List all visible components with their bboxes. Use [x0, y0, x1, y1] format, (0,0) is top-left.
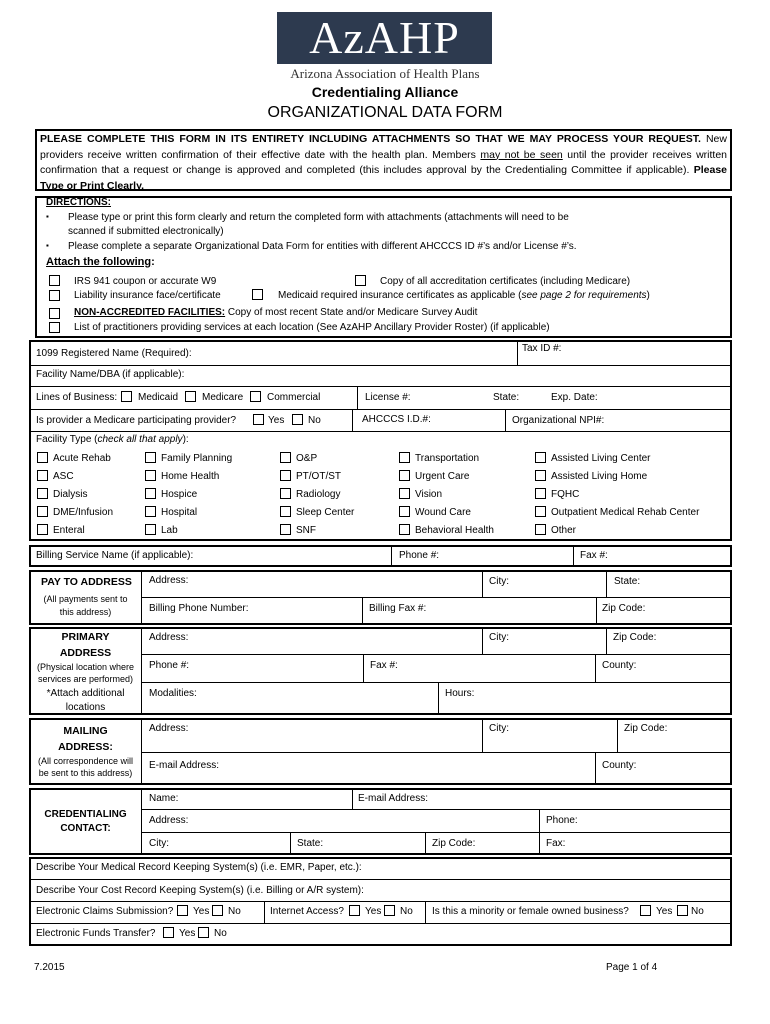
minority-no-checkbox[interactable] [677, 905, 688, 916]
mailing-title-2: ADDRESS: [58, 741, 113, 753]
cost-record-label: Describe Your Cost Record Keeping System(s) (i.e. Billing or A/R system): [36, 885, 364, 896]
facility-type-label: Acute Rehab [53, 453, 111, 464]
facility-type-label: FQHC [551, 489, 580, 500]
pay-to-note-2: this address) [59, 607, 112, 617]
facility-type-checkbox[interactable] [280, 506, 291, 517]
intro-paragraph: PLEASE COMPLETE THIS FORM IN ITS ENTIRETY INCLUDING ATTACHMENTS SO THAT WE MAY PROCESS YOUR REQUEST. New providers receive written confirmation of their effective date with the health plan. Members may not be seen until the provider receives written confirmation that a request or change is approved and completed (this includes approval by the Credentialing Committee if applicable). Please Type or Print Clearly. [35, 129, 732, 191]
medical-record-label: Describe Your Medical Record Keeping System(s) (i.e. EMR, Paper, etc.): [36, 862, 362, 873]
mailing-address-label: Address: [149, 723, 189, 734]
facility-type-label: Vision [415, 489, 443, 500]
facility-type-checkbox[interactable] [37, 506, 48, 517]
facility-type-checkbox[interactable] [145, 470, 156, 481]
logo-subtitle: Arizona Association of Health Plans [290, 66, 480, 81]
facility-type-checkbox[interactable] [145, 506, 156, 517]
facility-type-checkbox[interactable] [399, 470, 410, 481]
minority-no-label: No [691, 906, 704, 917]
facility-type-label: Family Planning [161, 453, 233, 464]
license-label: License #: [365, 392, 411, 403]
internet-no-checkbox[interactable] [384, 905, 395, 916]
cred-city-label: City: [149, 838, 169, 849]
facility-type-label: Home Health [161, 471, 220, 482]
primary-fax-label: Fax #: [370, 660, 398, 671]
primary-title-1: PRIMARY [61, 631, 110, 643]
facility-type-checkbox[interactable] [37, 470, 48, 481]
direction-1-cont: scanned if submitted electronically) [68, 226, 224, 237]
facility-type-checkbox[interactable] [145, 488, 156, 499]
primary-phone-label: Phone #: [149, 660, 190, 671]
facility-type-checkbox[interactable] [145, 524, 156, 535]
facility-type-label: Assisted Living Center [551, 453, 651, 464]
facility-type-label: Radiology [296, 489, 341, 500]
billing-service-label: Billing Service Name (if applicable): [36, 550, 194, 561]
medicare-checkbox[interactable] [185, 391, 196, 402]
primary-note-3: *Attach additional [46, 688, 125, 699]
minority-label: Is this a minority or female owned business? [432, 906, 629, 917]
facility-type-label: Wound Care [415, 507, 471, 518]
eclaims-yes-label: Yes [193, 906, 210, 917]
pay-address-label: Address: [149, 575, 189, 586]
hours-label: Hours: [445, 688, 475, 699]
nonacc-checkbox[interactable] [49, 308, 60, 319]
form-title-alliance: Credentialing Alliance [311, 84, 459, 100]
pay-fax-label: Billing Fax #: [369, 603, 427, 614]
irs-label: IRS 941 coupon or accurate W9 [74, 276, 217, 287]
medicare-label: Medicare [202, 392, 244, 403]
cred-address-label: Address: [149, 815, 189, 826]
footer-date: 7.2015 [34, 962, 65, 973]
medicare-participating-no-label: No [308, 415, 321, 426]
facility-name-label: Facility Name/DBA (if applicable): [36, 369, 185, 380]
eclaims-yes-checkbox[interactable] [177, 905, 188, 916]
medicare-participating-no-checkbox[interactable] [292, 414, 303, 425]
medicaid-ins-label: Medicaid required insurance certificates as applicable (see page 2 for requirements) [278, 290, 650, 301]
eclaims-no-label: No [228, 906, 241, 917]
footer-page: Page 1 of 4 [606, 962, 658, 973]
tax-id-label: Tax ID #: [522, 343, 562, 354]
liability-label: Liability insurance face/certificate [74, 290, 221, 301]
facility-type-label: Hospital [161, 507, 198, 518]
primary-title-2: ADDRESS [59, 647, 112, 659]
form-title: ORGANIZATIONAL DATA FORM [267, 104, 503, 121]
eft-label: Electronic Funds Transfer? [36, 928, 156, 939]
cred-name-label: Name: [149, 793, 179, 804]
irs-checkbox[interactable] [49, 275, 60, 286]
facility-type-label: Behavioral Health [415, 525, 494, 536]
facility-type-checkbox[interactable] [535, 488, 546, 499]
minority-yes-checkbox[interactable] [640, 905, 651, 916]
accred-label: Copy of all accreditation certificates (including Medicare) [380, 276, 631, 287]
pay-phone-label: Billing Phone Number: [149, 603, 249, 614]
billing-fax-label: Fax #: [580, 550, 608, 561]
facility-type-label: O&P [296, 453, 318, 464]
facility-type-label: Transportation [415, 453, 480, 464]
eft-yes-label: Yes [179, 928, 196, 939]
cred-fax-label: Fax: [546, 838, 566, 849]
mailing-zip-label: Zip Code: [624, 723, 668, 734]
lob-label: Lines of Business: [36, 392, 118, 403]
primary-note-2: services are performed) [37, 674, 134, 684]
facility-type-label: Dialysis [53, 489, 88, 500]
facility-type-checkbox[interactable] [280, 524, 291, 535]
medicaid-label: Medicaid [138, 392, 179, 403]
primary-note-4: locations [65, 702, 106, 713]
attach-heading: Attach the following: [46, 256, 155, 268]
facility-type-label: Outpatient Medical Rehab Center [551, 507, 700, 518]
medicare-participating-question: Is provider a Medicare participating provider? [36, 415, 237, 426]
practitioners-label: List of practitioners providing services at each location (See AzAHP Ancillary Provider Roster) (if applicable) [74, 322, 550, 333]
nonacc-label: NON-ACCREDITED FACILITIES: Copy of most recent State and/or Medicare Survey Audit [74, 307, 478, 318]
facility-type-label: DME/Infusion [53, 507, 114, 518]
pay-to-note-1: (All payments sent to [43, 594, 128, 604]
medicaid-ins-checkbox[interactable] [252, 289, 263, 300]
primary-note-1: (Physical location where [36, 662, 135, 672]
liability-checkbox[interactable] [49, 290, 60, 301]
medicaid-checkbox[interactable] [121, 391, 132, 402]
mailing-email-label: E-mail Address: [149, 760, 220, 771]
accred-checkbox[interactable] [355, 275, 366, 286]
pay-state-label: State: [614, 576, 641, 587]
npi-label: Organizational NPI#: [512, 415, 605, 426]
cred-title-2: CONTACT: [60, 823, 111, 834]
facility-type-label: ASC [53, 471, 74, 482]
mailing-city-label: City: [489, 723, 509, 734]
cred-phone-label: Phone: [546, 815, 578, 826]
facility-type-label: Lab [161, 525, 178, 536]
reg-name-label: 1099 Registered Name (Required): [36, 348, 192, 359]
practitioners-checkbox[interactable] [49, 322, 60, 333]
medicare-participating-yes-label: Yes [268, 415, 285, 426]
mailing-note-2: be sent to this address) [38, 768, 133, 778]
mailing-note-1: (All correspondence will [37, 756, 134, 766]
facility-type-checkbox[interactable] [535, 506, 546, 517]
primary-county-label: County: [602, 660, 637, 671]
mailing-title-1: MAILING [63, 725, 108, 737]
internet-no-label: No [400, 906, 413, 917]
primary-city-label: City: [489, 632, 509, 643]
internet-yes-label: Yes [365, 906, 382, 917]
pay-to-title: PAY TO ADDRESS [41, 576, 132, 588]
ahcccs-label: AHCCCS I.D.#: [362, 414, 431, 425]
direction-2: ▪ Please complete a separate Organizational Data Form for entities with different AHCCCS ID #’s and/or License #’s. [68, 241, 577, 252]
facility-type-checkbox[interactable] [535, 524, 546, 535]
modalities-label: Modalities: [149, 688, 197, 699]
facility-type-checkbox[interactable] [399, 452, 410, 463]
facility-type-label: Enteral [53, 525, 85, 536]
internet-yes-checkbox[interactable] [349, 905, 360, 916]
commercial-label: Commercial [267, 392, 321, 403]
facility-type-checkbox[interactable] [399, 506, 410, 517]
cred-state-label: State: [297, 838, 324, 849]
facility-type-checkbox[interactable] [535, 470, 546, 481]
pay-zip-label: Zip Code: [602, 603, 646, 614]
cred-title-1: CREDENTIALING [44, 809, 127, 820]
eclaims-label: Electronic Claims Submission? [36, 906, 174, 917]
minority-yes-label: Yes [656, 906, 673, 917]
state-label: State: [493, 392, 520, 403]
direction-1: ▪ Please type or print this form clearly and return the completed form with attachments (attachments will need to be [68, 212, 569, 223]
azahp-logo: AzAHP [277, 12, 492, 64]
facility-type-label: Urgent Care [415, 471, 470, 482]
cred-zip-label: Zip Code: [432, 838, 476, 849]
facility-type-label: Assisted Living Home [551, 471, 648, 482]
facility-type-label: SNF [296, 525, 316, 536]
primary-address-label: Address: [149, 632, 189, 643]
facility-type-checkbox[interactable] [280, 470, 291, 481]
commercial-checkbox[interactable] [250, 391, 261, 402]
internet-label: Internet Access? [270, 906, 344, 917]
eft-no-checkbox[interactable] [198, 927, 209, 938]
facility-type-label: Hospice [161, 489, 198, 500]
cred-email-label: E-mail Address: [358, 793, 429, 804]
facility-type-checkbox[interactable] [535, 452, 546, 463]
primary-zip-label: Zip Code: [613, 632, 657, 643]
facility-type-label: Sleep Center [296, 507, 355, 518]
eft-no-label: No [214, 928, 227, 939]
facility-type-checkbox[interactable] [399, 488, 410, 499]
exp-date-label: Exp. Date: [551, 392, 598, 403]
facility-type-checkbox[interactable] [145, 452, 156, 463]
facility-type-checkbox[interactable] [37, 524, 48, 535]
mailing-county-label: County: [602, 760, 637, 771]
facility-type-checkbox[interactable] [280, 488, 291, 499]
eft-yes-checkbox[interactable] [163, 927, 174, 938]
facility-type-checkbox[interactable] [280, 452, 291, 463]
eclaims-no-checkbox[interactable] [212, 905, 223, 916]
facility-type-label: Facility Type (check all that apply): [36, 434, 189, 445]
pay-city-label: City: [489, 576, 509, 587]
facility-type-label: PT/OT/ST [296, 471, 341, 482]
facility-type-checkbox[interactable] [399, 524, 410, 535]
facility-type-label: Other [551, 525, 577, 536]
facility-type-checkbox[interactable] [37, 452, 48, 463]
billing-phone-label: Phone #: [399, 550, 440, 561]
medicare-participating-yes-checkbox[interactable] [253, 414, 264, 425]
directions-heading: DIRECTIONS: [46, 197, 111, 208]
facility-type-checkbox[interactable] [37, 488, 48, 499]
